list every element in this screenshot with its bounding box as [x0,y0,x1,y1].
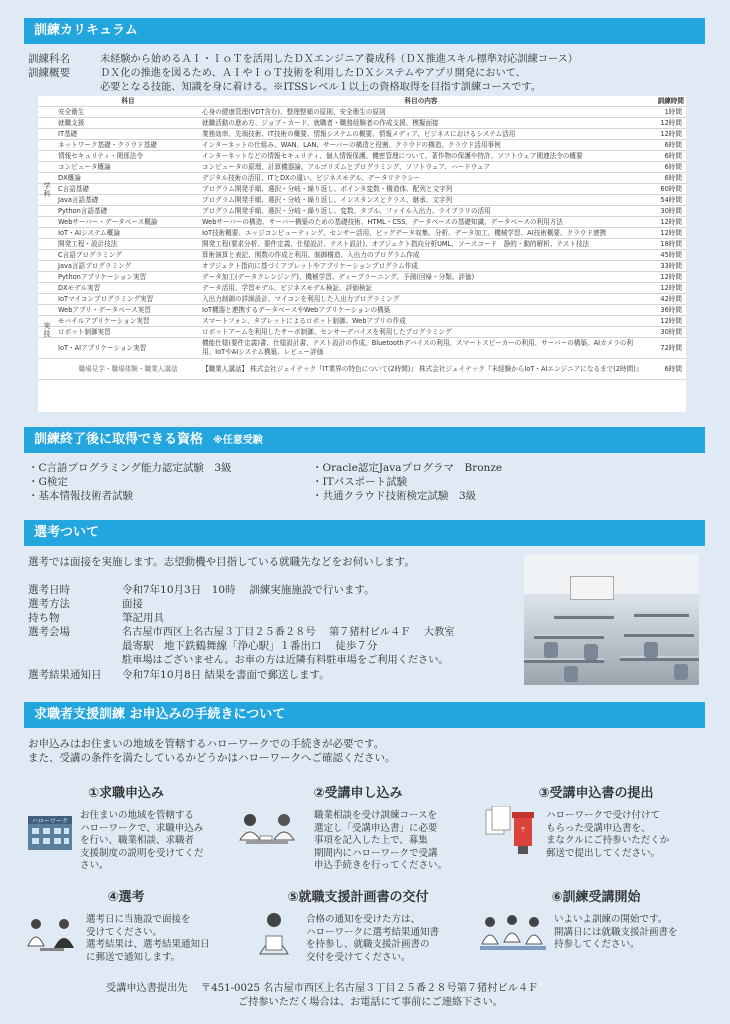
curriculum-row [38,206,686,217]
curriculum-row [38,359,686,380]
step5-text: 合格の通知を受けた方は、 ハローワークに選考結果通知書 を持参し、就職支援計画書の 交付を受けてください。 [306,914,440,963]
interview-people-icon [26,914,78,960]
consultation-people-icon [236,810,298,856]
curriculum-row [38,239,686,250]
subject-cell: DXモデル実習 [56,283,200,294]
subject-cell: コンピュータ概論 [56,162,200,173]
subject-cell: ロボット制御実習 [56,327,200,338]
content-cell: スマートフォン、タブレットによるロボット制御、Webアプリの作成 [200,316,642,327]
curriculum-row [38,107,686,118]
date-label: 選考日時 [28,584,70,596]
course-name: 未経験から始めるＡＩ・ＩｏＴを活用したＤＸエンジニア養成科（ＤＸ推進スキル標準対応訓練コース） [100,54,578,65]
content-cell: インターネットの仕組み、WAN、LAN、サーバーの構造と役割、クラウドの構造、クラウド活用事例 [200,140,642,151]
subject-cell: 安全衛生 [56,107,200,118]
hours-cell: 36時間 [642,305,686,316]
hours-cell: 54時間 [642,195,686,206]
curriculum-row [38,327,686,338]
course-summary-line2: 必要となる技能、知識を身に着ける。※ITSSレベル１以上の資格取得を目指す訓練コースです。 [100,82,541,93]
qualifications-header: 訓練終了後に取得できる資格 ※任意受験 [24,427,705,453]
step4-title: ④選考 [107,890,145,905]
subject-cell: Webサーバー・データベース概論 [56,217,200,228]
submission-address: 受講申込書提出先 〒451-0025 名古屋市西区上名古屋３丁目２５番２８号第７猪村ビル４Ｆ [106,983,539,994]
items-value: 筆記用具 [122,612,164,624]
step2-text: 職業相談を受け訓練コースを 選定し「受講申込書」に必要 事項を記入した上で、募集 期間内にハローワークで受講 申込手続きを行ってください。 [314,810,448,871]
curriculum-row [38,272,686,283]
hours-cell: 30時間 [642,327,686,338]
hours-cell: 6時間 [642,151,686,162]
hours-cell: 12時間 [642,228,686,239]
content-cell: IoT技術概要、エッジコンピューティング、センサー活用、ビッグデータ収集、分析、データ加工、機械学習、AI技術概要、クラウド連携 [200,228,642,239]
qual-left-3: ・基本情報技術者試験 [28,490,133,502]
subject-cell: Java言語プログラミング [56,261,200,272]
hours-cell: 18時間 [642,239,686,250]
curriculum-row [38,173,686,184]
curriculum-row [38,250,686,261]
hours-cell: 72時間 [642,338,686,359]
step6-text: いよいよ訓練の開始です。 開講日には就職支援計画書を 持参してください。 [554,914,678,950]
qual-right-1: ・Oracle認定Javaプログラマ Bronze [312,462,503,474]
curriculum-header-row [38,96,686,107]
subject-cell: モバイルアプリケーション実習 [56,316,200,327]
step4-text: 選考日に当施設で面接を 受けてください。 選考結果は、選考結果通知日 に郵送で通知します。 [86,914,210,963]
date-value: 令和7年10月3日 10時 訓練実施施設で行います。 [122,584,375,596]
group-label-jitsugi: 実技 [43,322,51,338]
subject-cell: 職場見学・職場体験・職業人講話 [56,359,200,380]
venue-label: 選考会場 [28,626,70,638]
content-cell: 就職活動の進め方、ジョブ・カード、就職者・職務経験者の作成支援、模擬面接 [200,118,642,129]
content-cell: コンピュータの原理、計算機器論、アルゴリズムとプログラミング、ソフトウェア、ハードウェア [200,162,642,173]
group-label-gakka: 学科 [43,182,51,198]
qual-right-2: ・ITパスポート試験 [312,476,408,488]
hours-cell: 12時間 [642,316,686,327]
subject-cell: 就職支援 [56,118,200,129]
qual-left-1: ・C言語プログラミング能力認定試験 3級 [28,462,232,474]
step6-title: ⑥訓練受講開始 [551,890,641,905]
hours-cell: 60時間 [642,184,686,195]
content-cell: デジタル技術の活用、ITとDXの違い、ビジネスモデル、データリテラシー [200,173,642,184]
curriculum-row [38,228,686,239]
curriculum-table-card [38,96,686,412]
hours-cell: 12時間 [642,118,686,129]
step5-title: ⑤就職支援計画書の交付 [287,890,429,905]
curriculum-row [38,283,686,294]
subject-cell: IT基礎 [56,129,200,140]
subject-cell: Pythonアプリケーション実習 [56,272,200,283]
hours-cell: 30時間 [642,206,686,217]
content-cell: データ活用、学習モデル、ビジネスモデル検証、評価検証 [200,283,642,294]
subject-cell: Python言語基礎 [56,206,200,217]
hours-cell: 12時間 [642,283,686,294]
col-hours: 訓練時間 [642,96,686,107]
subject-cell: C言語プログラミング [56,250,200,261]
selection-intro: 選考では面接を実施します。志望動機や目指している就職先などをお伺いします。 [28,556,415,568]
subject-cell: DX概論 [56,173,200,184]
col-content: 科目の内容 [200,96,642,107]
subject-cell: IoT・AIアプリケーション実習 [56,338,200,359]
content-cell: 【職業人講話】 株式会社ジェイテック『IT業界の特色について(2時間)』 株式会社ジェイテック『未経験からIoT・AIエンジニアになるまで(2時間)』 [200,359,642,380]
training-students-icon [478,912,548,960]
selection-header: 選考ついて [24,520,705,546]
curriculum-row [38,140,686,151]
hours-cell: 6時間 [642,359,686,380]
content-cell: データ加工(データクレンジング)、機械学習、ディープラーニング、予測(回帰・分類、評価) [200,272,642,283]
curriculum-row [38,129,686,140]
hours-cell: 12時間 [642,272,686,283]
hellowork-building-icon [26,812,74,852]
curriculum-header: 訓練カリキュラム [24,18,705,44]
subject-cell: Webアプリ・データベース実習 [56,305,200,316]
course-name-label: 訓練科名 [28,53,70,65]
submission-note: ご持参いただく場合は、お電話にて事前にご連絡下さい。 [238,997,503,1008]
step1-title: ①求職申込み [87,786,164,801]
content-cell: 入出力制御の詳細設計、マイコンを利用した入出力プログラミング [200,294,642,305]
col-subject: 科目 [56,96,200,107]
hours-cell: 1時間 [642,107,686,118]
hellowork-sign: ハローワーク [31,818,69,825]
subject-cell: C言語基礎 [56,184,200,195]
content-cell: Webサーバーの構造、サーバー構築のための基礎技術、HTML・CSS、データベースの基礎知識、データベースの利用方法 [200,217,642,228]
curriculum-row [38,195,686,206]
step2-title: ②受講申し込み [313,786,403,801]
result-value: 令和7年10月8日 結果を書面で郵送します。 [122,669,330,681]
subject-cell: Java言語基礎 [56,195,200,206]
course-summary-line1: ＤＸ化の推進を図るため、ＡＩやＩｏＴ技術を利用したＤＸシステムやアプリ開発において、 [100,68,526,79]
subject-cell: IoT・AIシステム概論 [56,228,200,239]
method-label: 選考方法 [28,598,70,610]
curriculum-row [38,305,686,316]
hours-cell: 45時間 [642,250,686,261]
curriculum-row [38,261,686,272]
content-cell: プログラム開発手順、選択・分岐・繰り返し、変数、タプル、ファイル入出力、ライブラリの活用 [200,206,642,217]
step3-title: ③受講申込書の提出 [538,786,654,801]
curriculum-row [38,162,686,173]
subject-cell: 開発工程・設計技法 [56,239,200,250]
document-person-icon [254,910,294,960]
application-header: 求職者支援訓練 お申込みの手続きについて [24,702,705,728]
application-intro-2: また、受講の条件を満たしているかどうかはハローワークへご確認ください。 [28,752,396,764]
step3-text: ハローワークで受け付けて もらった受講申込書を、 まなクルにご持参いただくか 郵送で提出してください。 [546,810,670,859]
curriculum-row [38,184,686,195]
subject-cell: ネットワーク基礎・クラウド基礎 [56,140,200,151]
result-label: 選考結果通知日 [28,669,102,681]
svg-text:〒: 〒 [519,827,527,834]
hours-cell: 33時間 [642,261,686,272]
subject-cell: 情報セキュリティ・関係法令 [56,151,200,162]
hours-cell: 6時間 [642,173,686,184]
classroom-photo [524,554,699,685]
step1-text: お住まいの地域を管轄する ハローワークで、求職申込み を行い、職業相談、求職者 支援制度の説明を受けてくだ さい。 [80,810,204,871]
course-summary-label: 訓練概要 [28,67,70,79]
content-cell: インターネットなどの情報セキュリティ、個人情報保護、機密管理について、著作物の保護や特許、ソフトウェア関連法令の概要 [200,151,642,162]
curriculum-row [38,151,686,162]
hours-cell: 6時間 [642,140,686,151]
content-cell: オブジェクト指向に基づくアプレットやアプリケーションプログラム作成 [200,261,642,272]
hours-cell: 42時間 [642,294,686,305]
curriculum-row [38,217,686,228]
content-cell: ロボットアームを利用したサーボ制御、センサーデバイスを利用したプログラミング [200,327,642,338]
content-cell: 業務効率、先端技術、IT技術の概要、情報システムの概要、情報メディア、ビジネスにおけるシステム活用 [200,129,642,140]
venue-parking: 駐車場はございません。お車の方は近隣有料駐車場をご利用ください。 [122,655,449,666]
content-cell: 開発工程(要求分析、要件定義、仕様設計、テスト設計)、オブジェクト指向分析UML、ソースコード 静的・動的解析、テスト技法 [200,239,642,250]
hours-cell: 12時間 [642,217,686,228]
venue-address: 名古屋市西区上名古屋３丁目２５番２８号 第７猪村ビル４Ｆ 大教室 [122,627,455,638]
method-value: 面接 [122,598,143,610]
subject-cell: IoTマイコンプログラミング実習 [56,294,200,305]
qual-left-2: ・G検定 [28,476,68,488]
curriculum-row [38,294,686,305]
curriculum-row [38,338,686,359]
content-cell: 機能仕様(要件定義)書、仕様設計書、テスト設計の作成、Bluetoothデバイスの利用、スマートスピーカーの利用、サーバーの構築、AIカメラの利用、IoTやAIシステム構築、レビュー評価 [200,338,642,359]
content-cell: 算術演算と表記、関数の作成と利用、制御構造、入出力のプログラム作成 [200,250,642,261]
content-cell: IoT機器と連携するデータベースやWebアプリケーションの構築 [200,305,642,316]
curriculum-row [38,118,686,129]
content-cell: 心身の健康管理(VDT含む)、整理整頓の原則、安全衛生の原則 [200,107,642,118]
qual-right-3: ・共通クラウド技術検定試験 3級 [312,490,477,502]
venue-station: 最寄駅 地下鉄鶴舞線「浄心駅」１番出口 徒歩７分 [122,640,378,652]
content-cell: プログラム開発手順、選択・分岐・繰り返し、ポインタ変数・構造体、配列と文字列 [200,184,642,195]
content-cell: プログラム開発手順、選択・分岐・繰り返し、インスタンスとクラス、継承、文字列 [200,195,642,206]
curriculum-table [38,96,686,380]
application-mail-icon [484,806,540,854]
application-intro-1: お申込みはお住まいの地域を管轄するハローワークでの手続きが必要です。 [28,738,385,750]
curriculum-row [38,316,686,327]
hours-cell: 6時間 [642,162,686,173]
hours-cell: 12時間 [642,129,686,140]
items-label: 持ち物 [28,612,60,624]
